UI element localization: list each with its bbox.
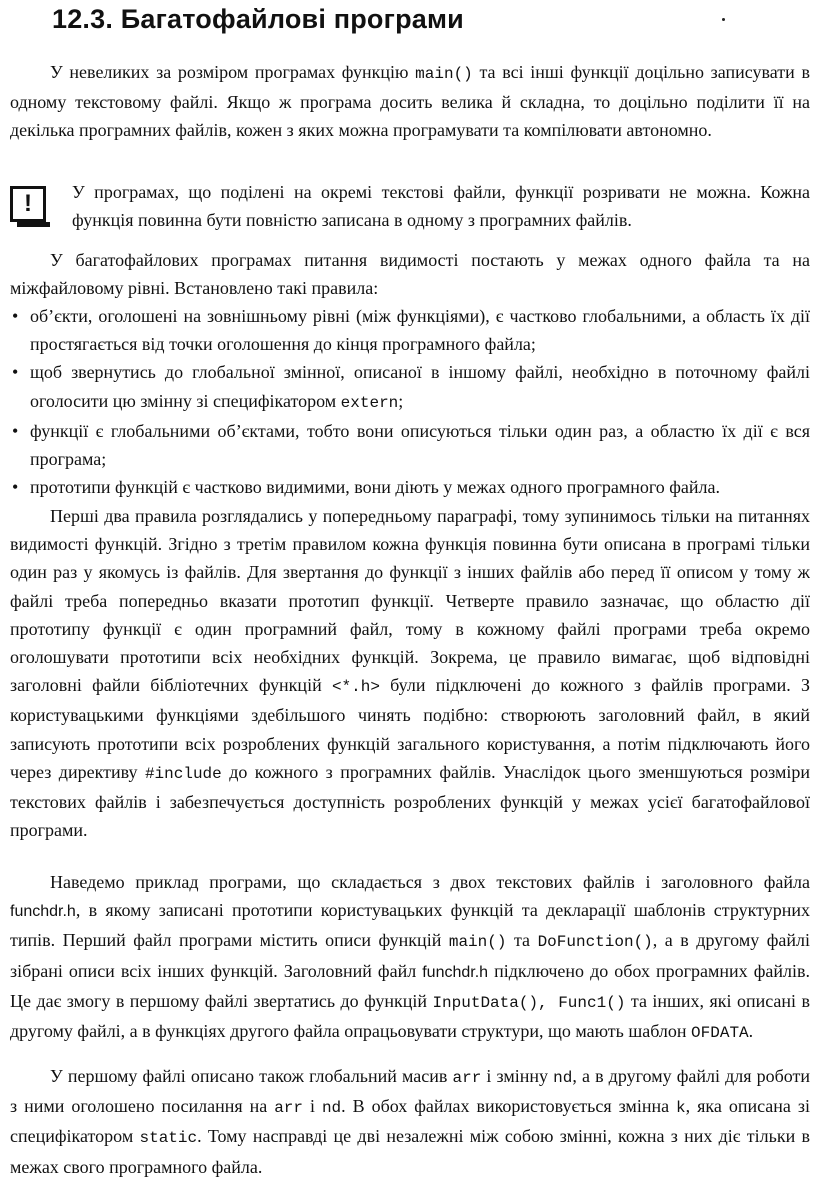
list-item <box>10 302 810 358</box>
warning-note <box>10 178 810 238</box>
code-include: #include <box>144 764 222 783</box>
warning-text: У програмах, що поділені на окремі текстові файли, функції розривати не можна. Кожна функція повинна бути повністю записана в одному з програмних файлів. <box>72 182 810 231</box>
rule-text: щоб звернутись до глобальної змінної, описаної в іншому файлі, необхідно в поточному файлі оголосити цю змінну зі специфікатором <box>30 362 810 411</box>
paragraph-intro <box>10 58 810 145</box>
rule-text: об’єкти, оголошені на зовнішньому рівні (між функціями), є частково глобальними, а область їх дії простягається від точки оголошення до кінця програмного файла; <box>30 306 810 355</box>
rule-text: функції є глобальними об’єктами, тобто вони описуються тільки один раз, а областю їх дії є вся програма; <box>30 420 810 470</box>
rule-text: прототипи функцій є частково видимими, вони діють у межах одного програмного файла. <box>30 477 721 498</box>
code-main: main() <box>415 65 473 83</box>
file-name: funchdr.h <box>422 963 489 981</box>
code-functions: InputData(), Func1() <box>432 993 626 1012</box>
rule-end: ; <box>398 390 404 411</box>
section-title: 12.3. Багатофайлові програми <box>52 4 464 34</box>
exclamation-icon: ! <box>10 186 46 222</box>
code-static: static <box>139 1129 198 1148</box>
list-item <box>10 358 810 416</box>
paragraph-visibility-text: Перші два правила розглядались у попередньому параграфі, тому зупинимось тільки на питаннях видимості функцій. Згідно з третім правилом кожна функція повинна бути описана в програмі тільки один раз у якомусь із файлів. Для звертання до функції з інших файлів або перед її описом у тому ж файлі треба попередньо вказати прототип функції. Четверте правило зазначає, що областю дії прототипу функції є один програмний файл, тому в кожному файлі програми треба окремо оголошувати прототипи всіх необхідних функцій. Зокрема, це правило вимагає, щоб відповідні заголовні файли бібліотечних функцій <box>10 506 810 696</box>
code-arr: arr <box>452 1069 482 1087</box>
paragraph-example-text-5: підключено до обох програмних файлів. Це дає змогу в першому файлі звертатись до функцій <box>10 960 810 1011</box>
paragraph-globals-text-2: і змінну <box>481 1066 554 1086</box>
code-ofdata: OFDATA <box>691 1024 749 1043</box>
code-arr: arr <box>274 1099 304 1118</box>
code-extern: extern <box>340 393 399 412</box>
paragraph-example-text-6: та інших, які описані в другому файлі, а в функціях другого файла опрацьовувати структури, що мають шаблон <box>10 990 811 1042</box>
paragraph-visibility-text-2: були підключені до кожного з файлів програми. З користувацькими функціями здебільшого чинять подібно: створюють заголовний файл, в який записують прототипи всіх розроблених функцій загального користування, а потім підключають його через директиву <box>10 675 810 782</box>
paragraph-rules-intro-text: У багатофайлових програмах питання видимості постають у межах одного файла та на міжфайловому рівні. Встановлено такі правила: <box>10 250 810 299</box>
code-nd: nd <box>553 1069 573 1087</box>
paragraph-example-text-4: , а в другому файлі зібрані описи всіх інших функцій. Заголовний файл <box>10 930 810 981</box>
code-k: k <box>676 1099 686 1118</box>
list-item <box>10 473 810 501</box>
paragraph-intro-text: У невеликих за розміром програмах функцію <box>50 62 416 82</box>
paragraph-visibility <box>10 502 810 844</box>
paragraph-example-text-7: . <box>748 1021 754 1042</box>
code-header-glob: <*.h> <box>331 678 380 697</box>
paragraph-intro-text-2: та всі інші функції доцільно записувати в одному текстовому файлі. Якщо ж програма досить велика й складна, то доцільно поділити її на декілька програмних файлів, кожен з яких можна програмувати та компілювати автономно. <box>10 62 810 141</box>
page-speck <box>722 18 725 21</box>
paragraph-example-text-2: , в якому записані прототипи користувацьких функцій та декларації шаблонів структурних типів. Перший файл програми містить описи функцій <box>10 900 810 951</box>
code-main: main() <box>448 933 507 952</box>
code-nd: nd <box>321 1099 342 1118</box>
paragraph-example <box>10 868 810 1047</box>
paragraph-visibility-text-3: до кожного з програмних файлів. Унаслідок цього зменшуються розміри текстових файлів і забезпечується доступність розроблених функцій у межах усієї багатофайлової програми. <box>10 761 810 841</box>
paragraph-globals-text-6: , яка описана зі специфікатором <box>10 1096 810 1147</box>
paragraph-globals-text-4: і <box>303 1096 322 1117</box>
list-item <box>10 417 810 473</box>
paragraph-example-text-3: та <box>506 930 538 951</box>
paragraph-globals-text-5: . В обох файлах використовується змінна <box>341 1096 677 1117</box>
paragraph-example-text: Наведемо приклад програми, що складається з двох текстових файлів і заголовного файла <box>50 872 810 892</box>
rules-list <box>10 302 810 501</box>
paragraph-globals <box>10 1062 810 1181</box>
code-dofunction: DoFunction() <box>537 933 653 952</box>
paragraph-globals-text-3: , а в другому файлі для роботи з ними оголошено посилання на <box>10 1066 811 1117</box>
paragraph-rules-intro <box>10 246 810 302</box>
file-name: funchdr.h <box>10 903 76 921</box>
paragraph-globals-text-7: . Тому насправді це дві незалежні між собою змінні, кожна з них діє тільки в межах свого програмного файла. <box>10 1126 810 1177</box>
paragraph-globals-text: У першому файлі описано також глобальний масив <box>50 1066 453 1086</box>
